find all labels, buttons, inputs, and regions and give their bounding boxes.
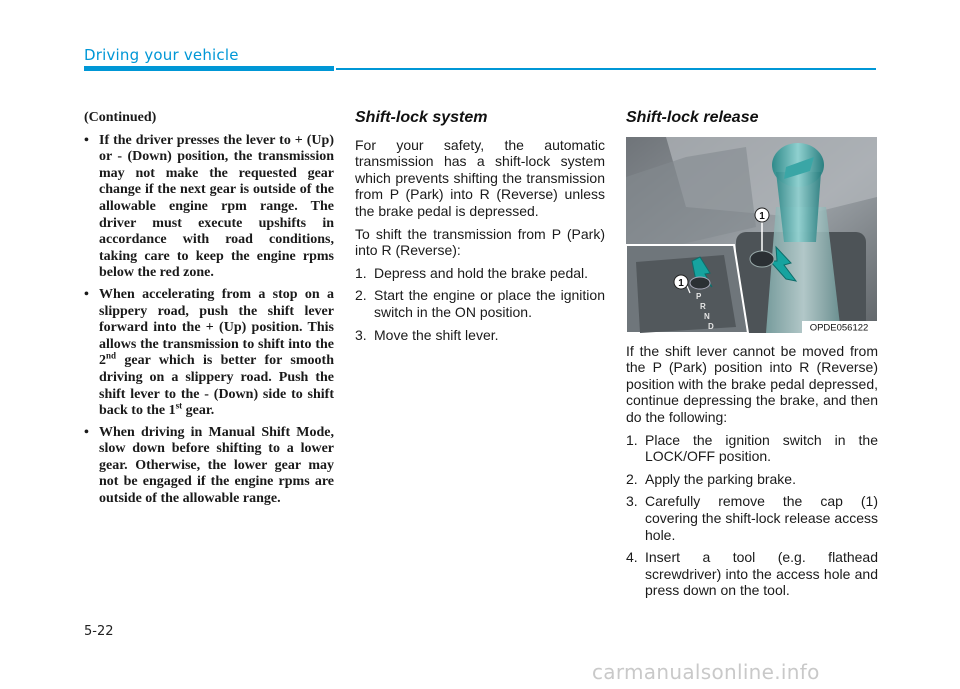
step-text: Insert a tool (e.g. flathead screwdriver) into the access hole and press down on the tool. <box>645 549 878 599</box>
step-text: Apply the parking brake. <box>645 470 796 487</box>
step-item <box>355 327 605 344</box>
column-left <box>84 110 334 513</box>
gear-letter-n: N <box>704 311 710 321</box>
ordinal-suffix: st <box>175 400 183 411</box>
bullet-text: gear which is better for smooth driving on a slippery road. Push the shift lever to the - (Down) side to shift back to the 1 <box>99 353 334 419</box>
watermark-text: carmanualsonline.info <box>592 660 820 684</box>
header-rule-thick <box>84 66 334 71</box>
gear-letter-r: R <box>700 301 706 311</box>
step-number: 3. <box>355 326 367 343</box>
section-heading-shift-lock-release: Shift-lock release <box>626 109 759 126</box>
steps-list <box>626 432 878 599</box>
paragraph: To shift the transmission from P (Park) into R (Reverse): <box>355 225 605 259</box>
bullet-item: • When driving in Manual Shift Mode, slow down before shifting to a lower gear. Otherwise, the lower gear may not be engaged if the engine rpms are outside of the allowable range. <box>84 425 334 508</box>
paragraph: For your safety, the automatic transmission has a shift-lock system which prevents shifting the transmission from P (Park) into R (Reverse) unless the brake pedal is depressed. <box>355 136 605 219</box>
step-item <box>626 549 878 599</box>
inset-access-hole <box>690 277 710 289</box>
section-header-title: Driving your vehicle <box>84 46 239 64</box>
ordinal-suffix: nd <box>106 350 117 361</box>
gear-letter-d: D <box>708 321 714 331</box>
caution-bullet-list <box>84 133 334 508</box>
callout-1-inset-label: 1 <box>678 277 684 289</box>
bullet-text: gear. <box>182 403 215 419</box>
inset-detail <box>626 245 748 333</box>
step-item <box>626 493 878 543</box>
step-number: 1. <box>626 431 638 448</box>
step-text: Depress and hold the brake pedal. <box>374 264 589 281</box>
paragraph: If the shift lever cannot be moved from the P (Park) position into R (Reverse) position with the brake pedal depressed, continue depressing the brake, and then do the following: <box>626 342 878 425</box>
shift-lever-figure <box>626 137 877 333</box>
step-item <box>626 471 878 488</box>
step-item <box>355 287 605 320</box>
bullet-item: • If the driver presses the lever to + (Up) or - (Down) position, the transmission may not make the requested gear change if the next gear is outside of the allowable engine rpm range. The driver must execute upshifts in accordance with road conditions, taking care to keep the engine rpms below the red zone. <box>84 133 334 282</box>
section-heading-shift-lock-system: Shift-lock system <box>355 109 488 126</box>
header-rule-thin <box>336 68 876 70</box>
column-middle <box>355 110 605 349</box>
continued-label: (Continued) <box>84 110 157 125</box>
column-right <box>626 110 878 605</box>
step-text: Move the shift lever. <box>374 326 499 343</box>
access-hole <box>750 251 774 267</box>
figure-code-label: OPDE056122 <box>809 322 869 333</box>
step-text: Carefully remove the cap (1) covering the shift-lock release access hole. <box>645 493 878 543</box>
inset-panel <box>636 255 736 333</box>
step-item <box>626 432 878 465</box>
step-number: 3. <box>626 493 638 510</box>
bullet-text: When accelerating from a stop on a slippery road, push the shift lever forward into the + (Up) position. This allows the transmission to shift into the 2 <box>99 286 334 369</box>
step-number: 2. <box>626 470 638 487</box>
step-text: Start the engine or place the ignition switch in the ON position. <box>374 287 605 320</box>
step-number: 2. <box>355 287 367 304</box>
step-number: 4. <box>626 549 638 566</box>
steps-list <box>355 265 605 343</box>
step-item <box>355 265 605 282</box>
page-number: 5-22 <box>84 624 114 639</box>
shift-lever-illustration <box>626 137 877 333</box>
gear-letter-p: P <box>696 291 702 301</box>
bullet-item <box>84 287 334 420</box>
step-number: 1. <box>355 264 367 281</box>
step-text: Place the ignition switch in the LOCK/OFF position. <box>645 431 878 465</box>
callout-1-label: 1 <box>759 210 765 222</box>
